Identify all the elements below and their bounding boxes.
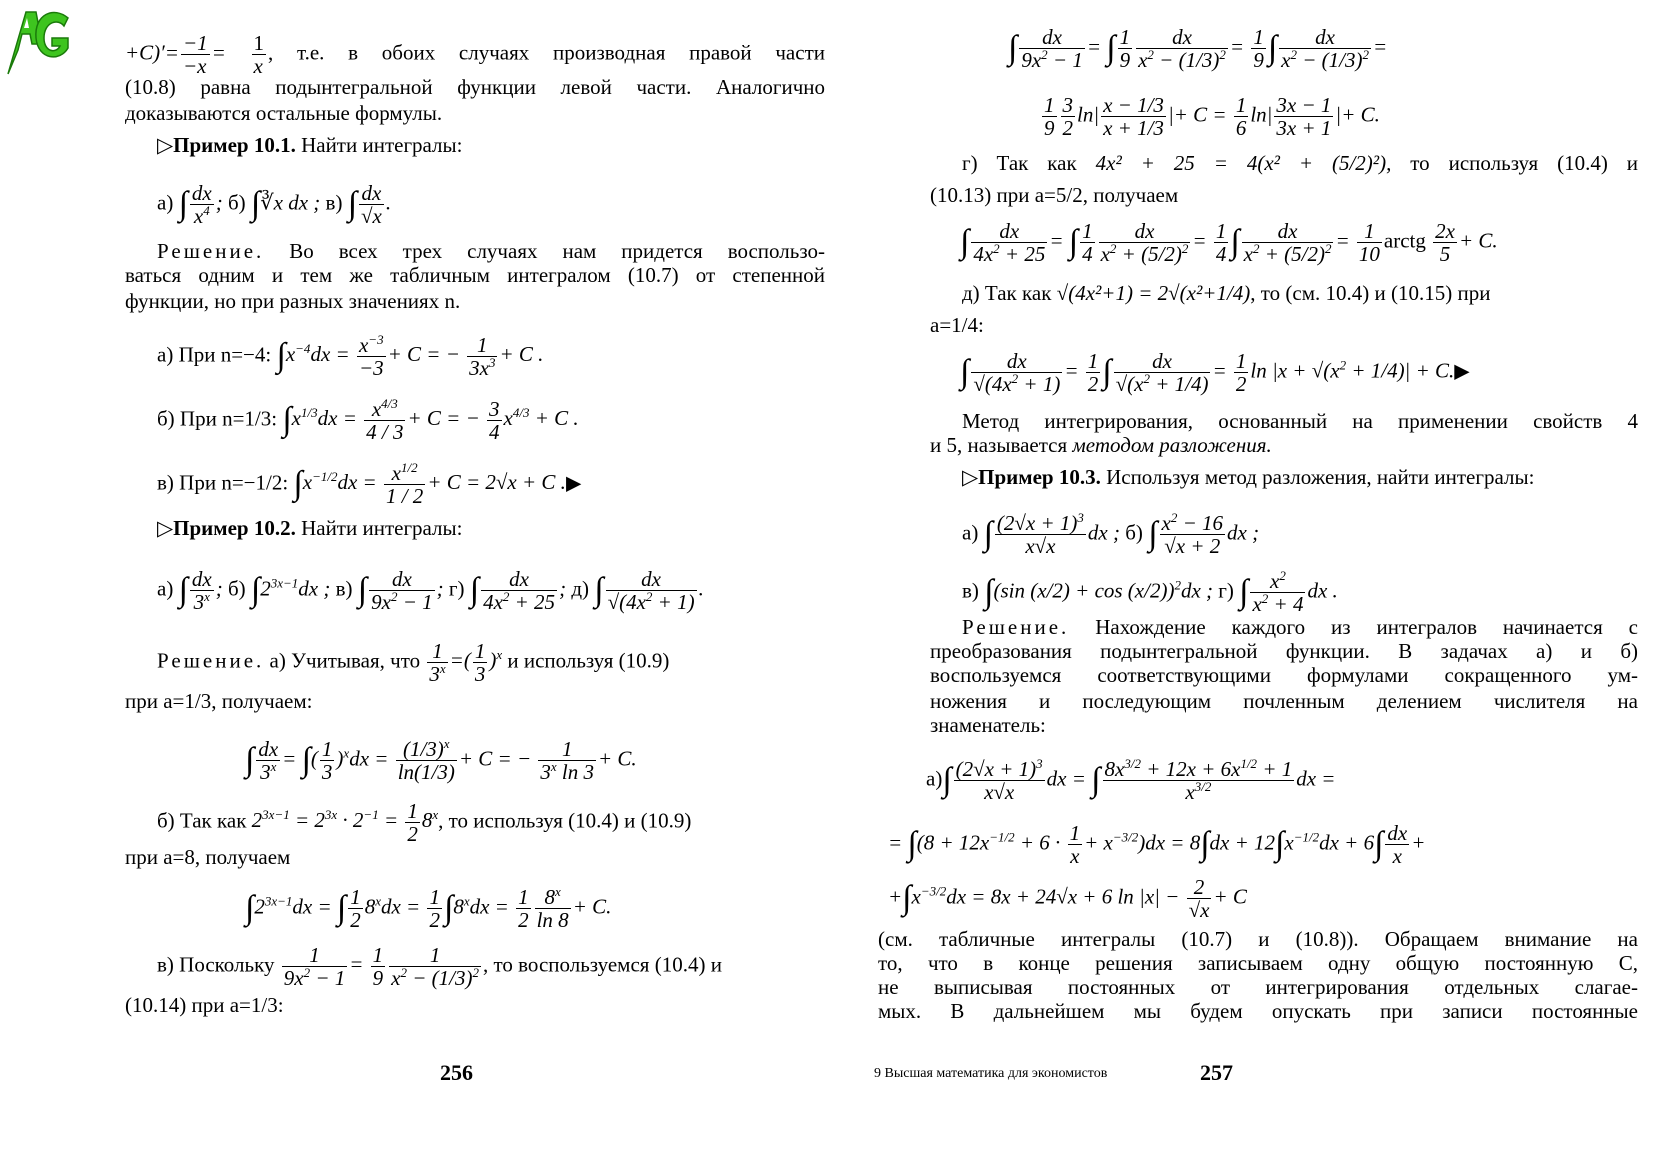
text-line: при a=1/3, получаем: [125,689,313,713]
text-line: в) Поскольку $\frac{1}{9x^2 - 1}$ = $\frac{1}{9}$ $\frac{1}{x^2 - (1/3)^2}$ , то воспользуемся (10.4) и [157,943,722,990]
text-line: преобразования подынтегральной функции. В задачах а) и б) [930,639,1638,663]
text-line: (10.14) при a=1/3: [125,993,284,1017]
text-line: не выписывая постоянных от интегрирования отдельных слагае- [878,975,1638,999]
text-line: г) Так как 4x² + 25 = 4(x² + (5/2)²), то используя (10.4) и [962,151,1639,175]
text-line: Решение. Во всех трех случаях нам придется воспользо- [157,239,825,263]
text-line: то, что в конце решения записываем одну общую постоянную C, [878,951,1638,975]
formula-line: в) При n=−1/2: $\int x^{-1/2}dx$ = $\frac{x^{1/2}}{1 / 2}$ + C = 2√x + C .▶ [157,460,582,508]
formula-line: а)∫ $\frac{(2√x + 1)^3}{x√x}$ dx = ∫ $\frac{8x^{3/2} + 12x + 6x^{1/2} + 1}{x^{3/2}}$ dx = [926,756,1336,804]
text-line: ножения и последующим почленным делением числителя на [930,689,1638,713]
text-line: д) Так как √(4x²+1) = 2√(x²+1/4), то (см. 10.4) и (10.15) при [962,281,1491,305]
footer-text: 9 Высшая математика для экономистов [874,1066,1108,1081]
ag-logo [2,4,74,80]
text-line: ваться одним и тем же табличным интегралом (10.7) от степенной [125,263,825,287]
formula-line: ∫ $\frac{dx}{√(4x^2 + 1)}$ = $\frac{1}{2}$ ∫ $\frac{dx}{√(x^2 + 1/4)}$ = $\frac{1}{2}$ $\ln |x + √(x^2 + 1/4)|$ + C.▶ [960,349,1470,396]
text-line: (10.13) при a=5/2, получаем [930,183,1179,207]
formula-line: ∫ $\frac{dx}{4x^2 + 25}$ = ∫ $\frac{1}{4}$ $\frac{dx}{x^2 + (5/2)^2}$ = $\frac{1}{4}$ ∫ $\frac{dx}{x^2 + (5/2)^2}$ = $\frac{1}{10}$ arctg $\frac{2x}{5}$ + C. [960,219,1498,266]
formula-line: $\int 2^{3x-1}dx$ = ∫ $\frac{1}{2}$ $8^xdx$ = $\frac{1}{2}$ $\int 8^xdx$ = $\frac{1}{2}$ $\frac{8^x}{\ln 8}$ + C. [245,884,612,932]
text-line: при a=8, получаем [125,845,291,869]
text-line: +C)′= $\frac{-1}{-x}$ = $\frac{1}{x}$ , т.е. в обоих случаях производная правой части [125,31,825,78]
formula-line: $\frac{1}{9}$ $\frac{3}{2}$ ln| $\frac{x - 1/3}{x + 1/3}$ |+ C = $\frac{1}{6}$ ln| $\frac{3x - 1}{3x + 1}$ |+ C. [1044,93,1380,140]
text-line: функции, но при разных значениях n. [125,289,461,313]
text-line: знаменатель: [930,713,1046,737]
text-line: a=1/4: [930,313,984,337]
text-line: доказываются остальные формулы. [125,101,443,125]
page-number: 257 [1200,1060,1233,1085]
text-line: (см. табличные интегралы (10.7) и (10.8)). Обращаем внимание на [878,927,1638,951]
page-number: 256 [440,1060,473,1085]
text-line: Решение. Нахождение каждого из интегралов начинается с [962,615,1638,639]
formula-line: в) ∫(sin (x/2) + cos (x/2))$^2$dx ; г) ∫ $\frac{x^2}{x^2 + 4}$ dx . [962,568,1338,616]
left-page [125,0,825,1162]
text-line: (10.8) равна подынтегральной функции левой части. Аналогично [125,75,825,99]
formula-line: а) ∫ $\frac{dx}{3^x}$ ; б) $\int 2^{3x-1}dx$ ; в) ∫ $\frac{dx}{9x^2 - 1}$ ; г) ∫ $\frac{dx}{4x^2 + 25}$ ; д) ∫ $\frac{dx}{√(4x^2 + 1)}$ . [157,567,704,614]
text-line: б) Так как $2^{3x-1} = 2^{3x} \cdot 2^{-1}$ = $\frac{1}{2}$ 8$^x$, то используя (10.4) и (10.9) [157,799,692,846]
formula-line: б) При n=1/3: $\int x^{1/3}dx$ = $\frac{x^{4/3}}{4 / 3}$ + C = − $\frac{3}{4}$ $x^{4/3} + C$ . [157,396,579,444]
example-heading: ▷Пример 10.2. Найти интегралы: [157,516,463,540]
formula-line: = $\int(8 + 12x^{-1/2} + 6$ · $\frac{1}{x}$ + $x^{-3/2})dx = 8\int dx + 12\int x^{-1/2}dx + 6\int$ $\frac{dx}{x}$ + [888,821,1426,868]
formula-line: а) ∫ $\frac{(2√x + 1)^3}{x√x}$ dx ; б) ∫ $\frac{x^2 - 16}{√x + 2}$ dx ; [962,510,1260,558]
formula-line: ∫ $\frac{dx}{3^x}$ = ∫( $\frac{1}{3}$ )$^x$dx = $\frac{(1/3)^x}{\ln(1/3)}$ + C = − $\frac{1}{3^x \ln 3}$ + C. [245,736,637,784]
formula-line: а) ∫ $\frac{dx}{x^4}$ ; б) ∫∛x dx ; в) ∫ $\frac{dx}{√x}$ . [157,181,392,228]
formula-line: $+\int x^{-3/2}dx = 8x + 24√x + 6$ ln |x| − $\frac{2}{√x}$ + C [888,875,1247,922]
text-line: Решение. а) Учитывая, что $\frac{1}{3^x}$ =( $\frac{1}{3}$ )$^x$ и используя (10.9) [157,639,670,686]
formula-line: а) При n=−4: $\int x^{-4}dx$ = $\frac{x^{-3}}{-3}$ + C = − $\frac{1}{3x^3}$ + C . [157,332,544,380]
example-heading: ▷Пример 10.1. Найти интегралы: [157,133,463,157]
example-heading: ▷Пример 10.3. Используя метод разложения, найти интегралы: [962,465,1535,489]
right-page [874,0,1639,1162]
text-line: Метод интегрирования, основанный на применении свойств 4 [962,409,1638,433]
text-line: мых. В дальнейшем мы будем опускать при записи постоянные [878,999,1638,1023]
text-line: воспользуемся соответствующими формулами сокращенного ум- [930,663,1638,687]
text-line: и 5, называется методом разложения. [930,433,1272,457]
formula-line: ∫ $\frac{dx}{9x^2 - 1}$ = ∫ $\frac{1}{9}$ $\frac{dx}{x^2 - (1/3)^2}$ = $\frac{1}{9}$ ∫ $\frac{dx}{x^2 - (1/3)^2}$ = [1008,25,1388,72]
